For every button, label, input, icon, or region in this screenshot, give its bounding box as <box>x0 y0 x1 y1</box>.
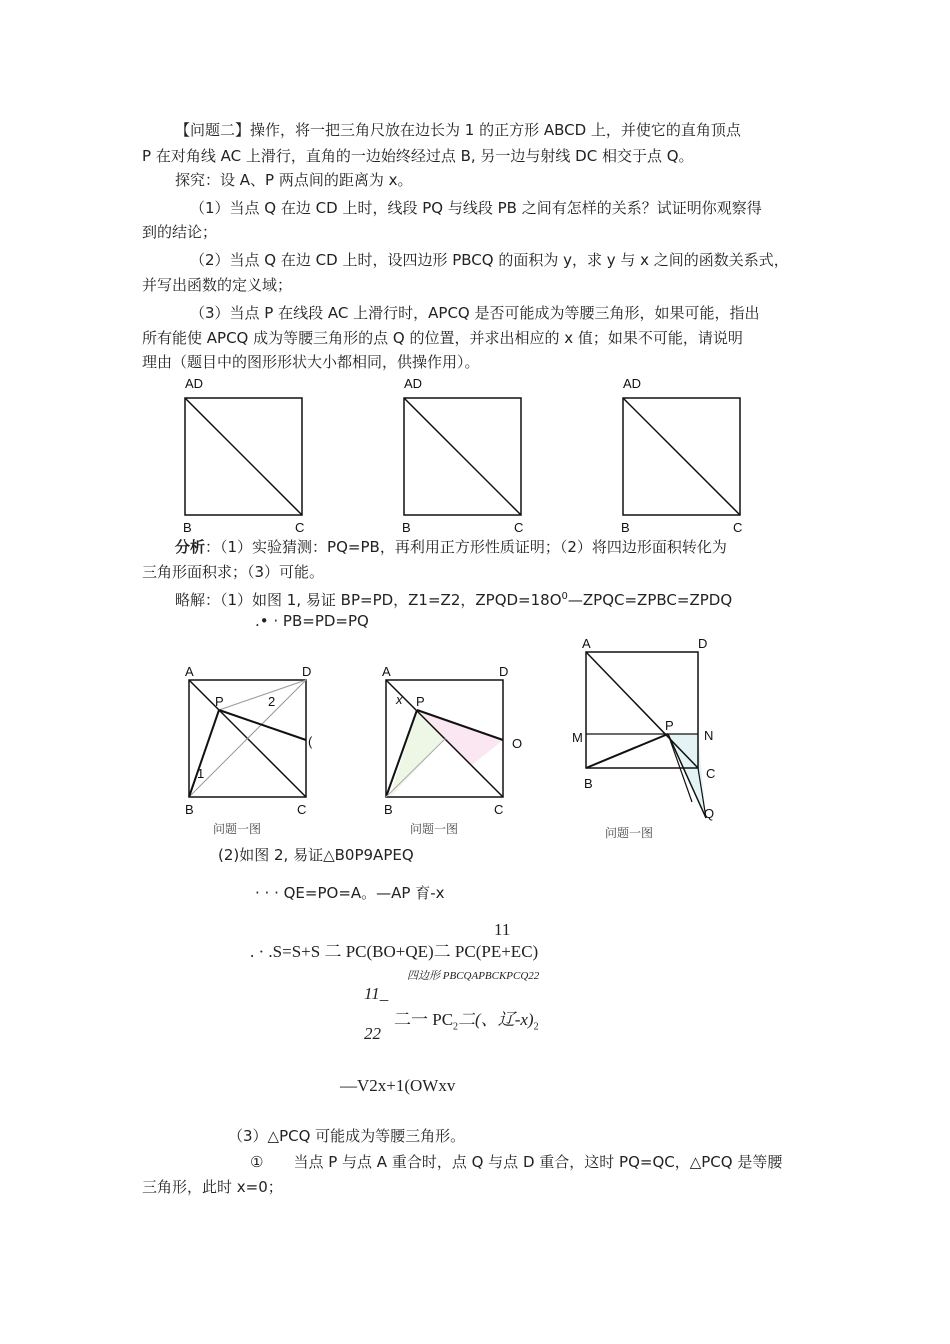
square-1-label-b: B <box>183 520 192 535</box>
fig2-label-p: P <box>416 694 425 709</box>
square-1-label-c: C <box>295 520 305 535</box>
analysis-line-a <box>175 537 727 557</box>
part2-frac2-top: 11_ <box>364 984 389 1003</box>
fig3-label-n: N <box>704 728 714 743</box>
operation-square-3 <box>608 372 758 542</box>
part2-line-4-sup: 2 <box>453 1021 459 1033</box>
fig2-label-d: D <box>499 664 509 679</box>
fig1-label-d: D <box>302 664 312 679</box>
part2-line-4 <box>394 1010 539 1037</box>
fig3-label-b: B <box>584 776 593 791</box>
question-2-line-b: 并写出函数的定义域； <box>142 276 293 294</box>
part3-case1-line-a: ① 当点 P 与点 A 重合时，点 Q 与点 D 重合，这时 PQ=QC，△PCQ 是等腰 <box>250 1153 783 1171</box>
fig2-label-b: B <box>384 802 393 817</box>
square-3-label-c: C <box>733 520 743 535</box>
fig1-label-c: C <box>297 802 307 817</box>
part2-line-2: · · · QE=PO=A。—AP 育-x <box>255 884 445 902</box>
fig3-label-m: M <box>572 730 583 745</box>
fig1-caption: 问题一图 <box>213 822 262 836</box>
square-2-label-c: C <box>514 520 524 535</box>
fig1-label-p: P <box>215 694 224 709</box>
solution-line-1 <box>175 587 732 610</box>
analysis-text-a: ：（1）实验猜测：PQ=PB，再利用正方形性质证明；（2）将四边形面积转化为 <box>205 538 727 556</box>
figure-2 <box>372 660 532 835</box>
fig3-label-p: P <box>665 718 674 733</box>
part2-line-3-subscripts: 四边形 PBCQAPBCKPCQ22 <box>407 970 540 982</box>
fig3-label-a: A <box>582 636 591 651</box>
question-2-line-a: （2）当点 Q 在边 CD 上时，设四边形 PBCQ 的面积为 y，求 y 与 x 之间的函数关系式， <box>190 251 789 269</box>
fig1-label-2: 2 <box>268 694 276 709</box>
square-1-top-label: AD <box>185 376 204 391</box>
question-3-line-b: 所有能使 APCQ 成为等腰三角形的点 Q 的位置，并求出相应的 x 值；如果不可能，请说明 <box>142 329 743 347</box>
part2-line-4-sup2: 2 <box>533 1021 539 1033</box>
question-3-line-a: （3）当点 P 在线段 AC 上滑行时，APCQ 是否可能成为等腰三角形，如果可能，指出 <box>190 304 760 322</box>
part2-frac-top: 11 <box>494 920 511 939</box>
part3-case1-line-b: 三角形，此时 x=0； <box>142 1178 283 1196</box>
fig2-label-q: O <box>512 736 523 751</box>
problem-line-1: 【问题二】操作，将一把三角尺放在边长为 1 的正方形 ABCD 上，并使它的直角顶点 <box>175 121 741 139</box>
part2-line-4-tail: 二(、辽-x) <box>458 1010 534 1029</box>
part3-title: （3）△PCQ 可能成为等腰三角形。 <box>228 1127 466 1145</box>
analysis-line-b: 三角形面积求；（3）可能。 <box>142 563 325 581</box>
square-2-label-b: B <box>402 520 411 535</box>
analysis-label: 分析 <box>175 538 206 556</box>
fig1-label-1: 1 <box>197 766 205 781</box>
solution-line-1-text: 略解：（1）如图 1, 易证 BP=PD，Z1=Z2，ZPQD=18O <box>175 591 562 609</box>
fig3-label-q: Q <box>704 806 715 821</box>
fig1-label-q: ( <box>308 734 313 749</box>
fig3-label-d: D <box>698 636 708 651</box>
fig3-caption: 问题一图 <box>605 826 654 840</box>
operation-square-2 <box>389 372 539 542</box>
question-1-line-b: 到的结论； <box>142 223 218 241</box>
problem-line-3: 探究：设 A、P 两点间的距离为 x。 <box>175 171 413 189</box>
fig2-caption: 问题一图 <box>410 822 459 836</box>
fig3-label-c: C <box>706 766 716 781</box>
fig1-label-b: B <box>185 802 194 817</box>
fig2-label-a: A <box>382 664 391 679</box>
problem-line-2: P 在对角线 AC 上滑行，直角的一边始终经过点 B, 另一边与射线 DC 相交于点 Q。 <box>142 147 694 165</box>
part2-frac2-bottom: 22 <box>364 1024 381 1043</box>
solution-line-1-tail: —ZPQC=ZPBC=ZPDQ <box>567 591 733 609</box>
square-3-diagonal <box>623 398 740 515</box>
fig2-label-c: C <box>494 802 504 817</box>
part2-line-3: . · .S=S+S 二 PC(BO+QE)二 PC(PE+EC) <box>250 942 539 961</box>
square-2-diagonal <box>404 398 521 515</box>
square-3-top-label: AD <box>623 376 642 391</box>
part2-line-4-text: 二一 PC <box>394 1010 454 1029</box>
fig2-label-x: x <box>396 692 403 707</box>
part2-line-1: (2)如图 2, 易证△B0P9APEQ <box>218 846 414 864</box>
square-3-label-b: B <box>621 520 630 535</box>
operation-square-1 <box>170 372 320 542</box>
square-2-top-label: AD <box>404 376 423 391</box>
part2-line-5: —V2x+1(OWxv <box>340 1076 456 1095</box>
fig1-label-a: A <box>185 664 194 679</box>
solution-line-2: .• · PB=PD=PQ <box>255 612 369 630</box>
figure-1 <box>175 660 335 835</box>
question-3-line-c: 理由（题目中的图形形状大小都相同，供操作用）。 <box>142 353 480 371</box>
square-1-diagonal <box>185 398 302 515</box>
solution-degree-sup: 0 <box>561 591 568 602</box>
question-1-line-a: （1）当点 Q 在边 CD 上时，线段 PQ 与线段 PB 之间有怎样的关系？试证明你观察得 <box>190 199 762 217</box>
figure-3 <box>570 632 730 842</box>
